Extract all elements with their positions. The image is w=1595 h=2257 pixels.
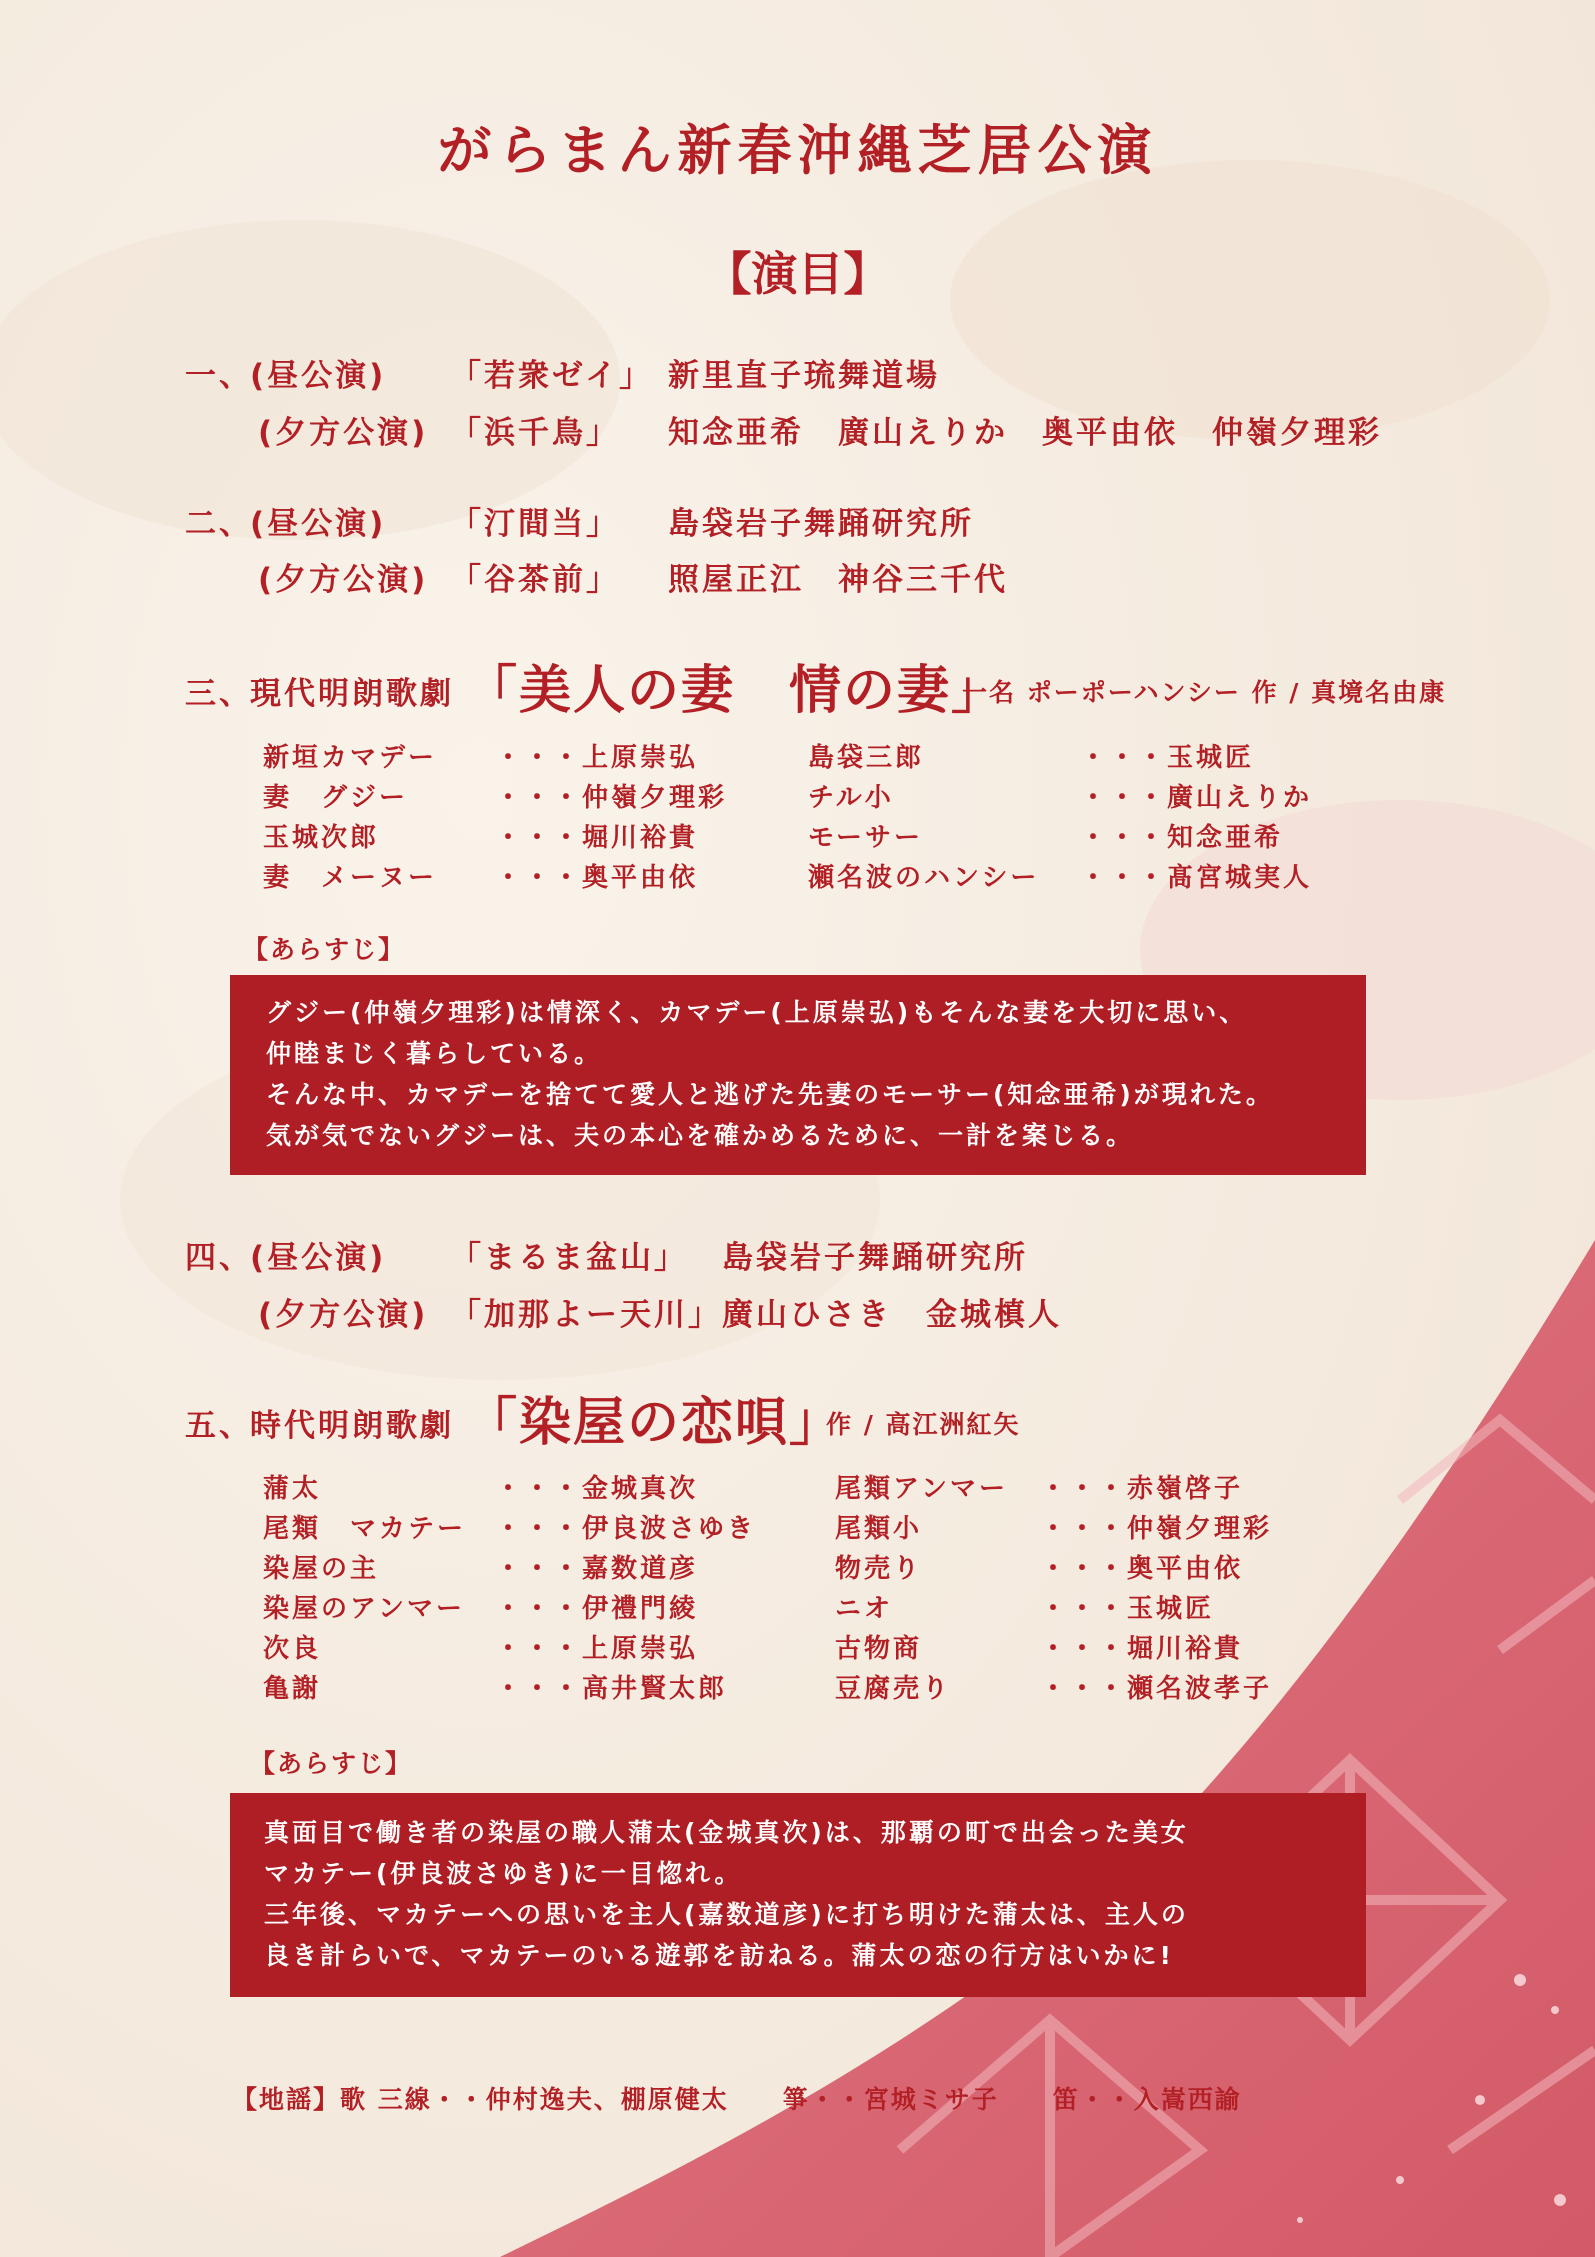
cast-actor: ・・・廣山えりか [1080,783,1313,813]
item4-piece2: 「加那よー天川」 [450,1297,722,1333]
cast-actor: ・・・赤嶺啓子 [1040,1474,1244,1504]
item2-performer2: 照屋正江 神谷三千代 [668,562,1008,598]
synopsis-line: 仲睦まじく暮らしている。 [266,1039,603,1068]
cast-role: 豆腐売り [835,1674,952,1704]
cast-actor: ・・・高井賢太郎 [495,1674,728,1704]
cast-role: 次良 [263,1634,322,1664]
item5-credit: 作 / 高江洲紅矢 [826,1410,1021,1439]
cast-role: ニオ [835,1594,894,1624]
item-number: 一、 [185,358,253,394]
page-title: がらまん新春沖縄芝居公演 [437,119,1158,182]
item1-piece1: 「若衆ゼイ」 [450,358,654,394]
cast-role: 染屋のアンマー [263,1594,465,1624]
cast-actor: ・・・金城真次 [495,1474,699,1504]
cast-role: 尾類 マカテー [263,1514,467,1544]
cast-actor: ・・・嘉数道彦 [495,1554,699,1584]
cast-role: 島袋三郎 [808,743,925,773]
cast-actor: ・・・知念亜希 [1080,823,1284,853]
cast-actor: ・・・玉城匠 [1080,743,1255,773]
item4-session2: (夕方公演) [258,1297,429,1333]
item2-piece1: 「汀間当」 [450,506,620,542]
cast-role: 尾類アンマー [835,1474,1008,1504]
item1-performer1: 新里直子琉舞道場 [668,358,940,394]
item5-play-title: 「染屋の恋唄」 [465,1393,844,1453]
cast-actor: ・・・奥平由依 [1040,1554,1244,1584]
cast-actor: ・・・堀川裕貴 [1040,1634,1244,1664]
cast-role: 蒲太 [263,1474,322,1504]
cast-role: 物売り [835,1554,923,1584]
item3-synopsis-label: 【あらすじ】 [243,935,406,964]
item1-piece2: 「浜千鳥」 [450,415,620,451]
synopsis-line: 三年後、マカテーへの思いを主人(嘉数道彦)に打ち明けた蒲太は、主人の [264,1900,1189,1929]
item1-session2: (夕方公演) [258,415,429,451]
cast-role: チル小 [808,783,894,813]
cast-role: 玉城次郎 [263,823,380,853]
item3-play-title: 「美人の妻 情の妻」 [465,661,1006,721]
item3-genre: 現代明朗歌劇 [250,676,454,712]
cast-actor: ・・・玉城匠 [1040,1594,1215,1624]
cast-actor: ・・・伊良波さゆき [495,1514,757,1544]
cast-actor: ・・・上原崇弘 [495,1634,699,1664]
cast-role: 亀謝 [263,1674,322,1704]
item2-piece2: 「谷茶前」 [450,562,620,598]
item5-synopsis-label: 【あらすじ】 [250,1749,413,1778]
item3-synopsis-box [230,975,1366,1175]
item2-session2: (夕方公演) [258,562,429,598]
item4-piece1: 「まるま盆山」 [450,1240,688,1276]
item4-performer2: 廣山ひさき 金城槙人 [722,1297,1062,1333]
item1-performer2: 知念亜希 廣山えりか 奥平由依 仲嶺夕理彩 [668,415,1382,451]
cast-actor: ・・・瀬名波孝子 [1040,1674,1273,1704]
cast-actor: ・・・仲嶺夕理彩 [495,783,728,813]
synopsis-line: 気が気でないグジーは、夫の本心を確かめるために、一計を案じる。 [266,1121,1135,1150]
cast-role: 古物商 [835,1634,923,1664]
synopsis-line: 真面目で働き者の染屋の職人蒲太(金城真次)は、那覇の町で出会った美女 [264,1818,1189,1847]
cast-role: 新垣カマデー [263,743,438,773]
item1-session1: (昼公演) [250,358,387,394]
item1-row1 [185,350,253,395]
musicians-footer: 【地謡】歌 三線・・仲村逸夫、棚原健太 箏・・宮城ミサ子 笛・・入嵩西諭 [232,2085,1242,2114]
synopsis-line: マカテー(伊良波さゆき)に一目惚れ。 [264,1859,743,1888]
item5-number: 五、 [185,1408,253,1444]
cast-actor: ・・・上原崇弘 [495,743,699,773]
cast-actor: ・・・伊禮門綾 [495,1594,699,1624]
cast-role: 染屋の主 [263,1554,380,1584]
cast-role: 妻 メーヌー [263,863,438,893]
cast-actor: ・・・仲嶺夕理彩 [1040,1514,1273,1544]
cast-actor: ・・・髙宮城実人 [1080,863,1313,893]
cast-actor: ・・・奥平由依 [495,863,699,893]
item4-session1: (昼公演) [250,1240,387,1276]
item5-synopsis-box [230,1793,1366,1997]
cast-role: 妻 グジー [263,783,409,813]
cast-role: 瀬名波のハンシー [808,863,1040,893]
item3-credit: 一名 ポーポーハンシー 作 / 真境名由康 [962,678,1447,707]
synopsis-line: グジー(仲嶺夕理彩)は情深く、カマデー(上原崇弘)もそんな妻を大切に思い、 [266,998,1248,1027]
item3-number: 三、 [185,676,253,712]
synopsis-line: 良き計らいで、マカテーのいる遊郭を訪ねる。蒲太の恋の行方はいかに! [264,1941,1174,1970]
synopsis-line: そんな中、カマデーを捨てて愛人と逃げた先妻のモーサー(知念亜希)が現れた。 [266,1080,1274,1109]
item2-session1: (昼公演) [250,506,387,542]
item2-performer1: 島袋岩子舞踊研究所 [668,506,974,542]
item5-genre: 時代明朗歌劇 [250,1408,454,1444]
cast-role: モーサー [808,823,923,853]
program-heading: 【演目】 [705,247,890,301]
item2-number: 二、 [185,506,253,542]
cast-actor: ・・・堀川裕貴 [495,823,699,853]
item4-number: 四、 [185,1240,253,1276]
item4-performer1: 島袋岩子舞踊研究所 [722,1240,1028,1276]
cast-role: 尾類小 [835,1514,923,1544]
